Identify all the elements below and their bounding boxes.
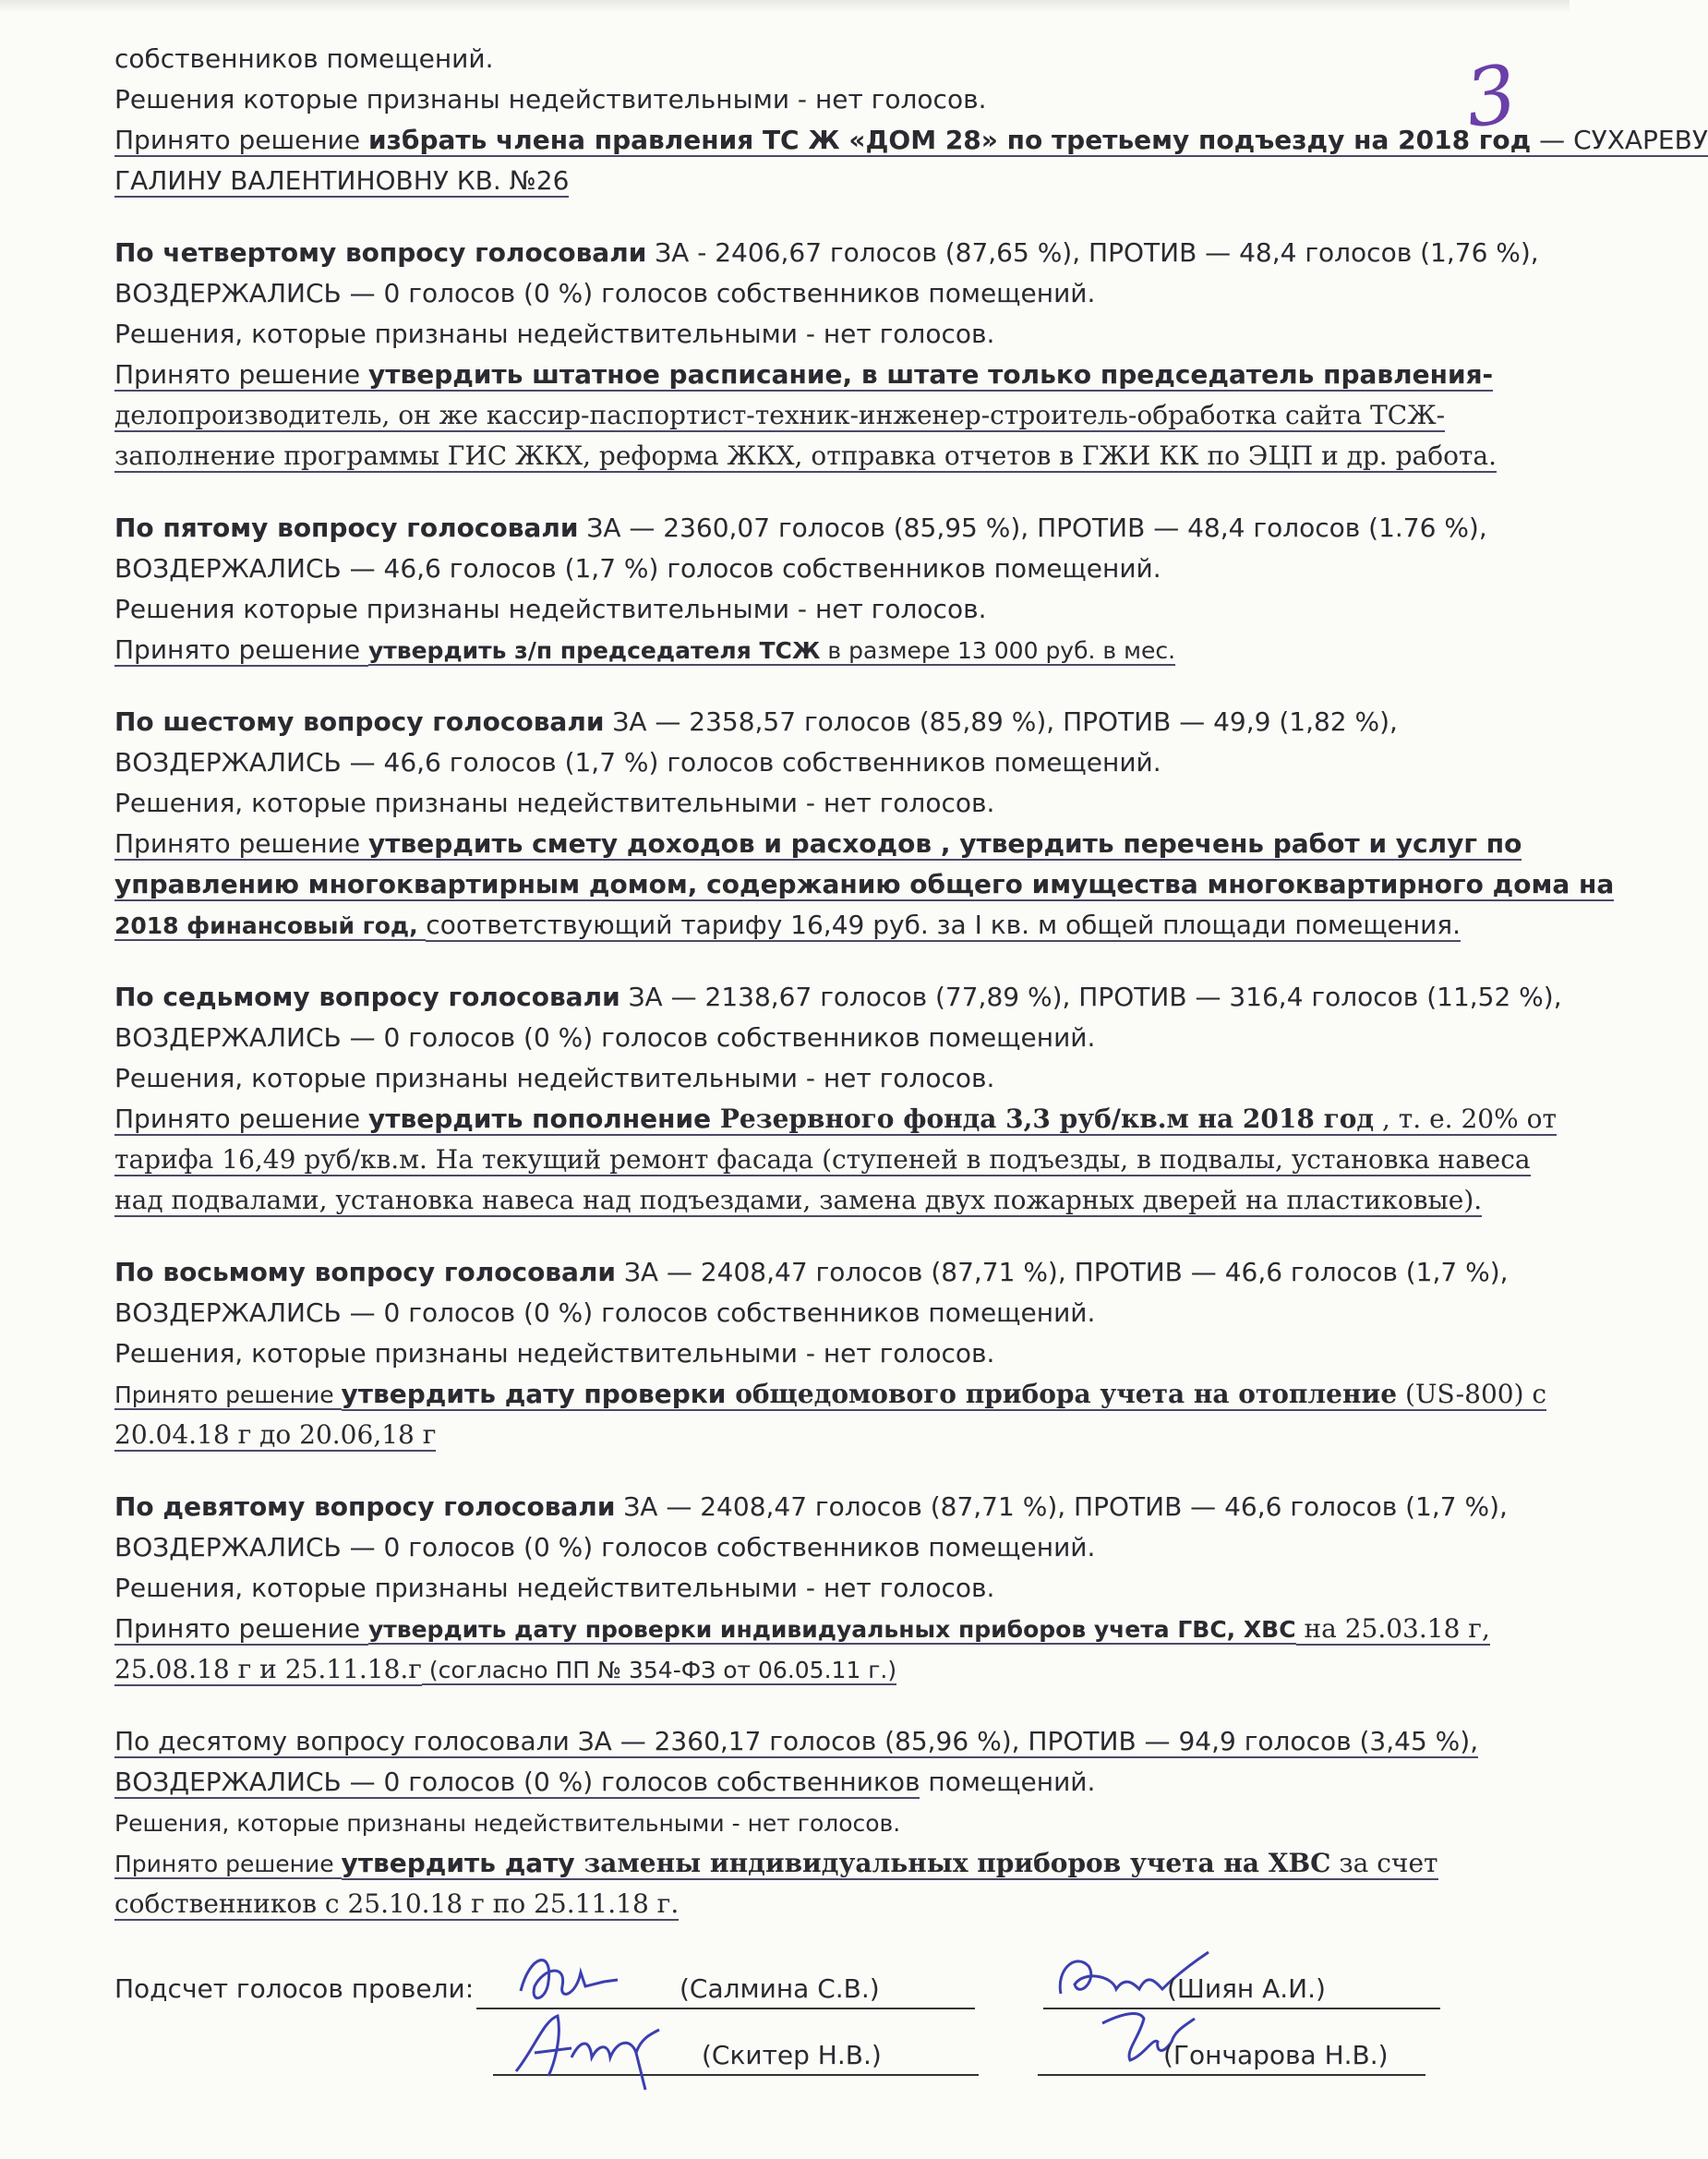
text-run: Решения которые признаны недействительными - нет голосов. xyxy=(114,84,987,115)
text-run: собственников помещений. xyxy=(114,43,494,74)
text-run: Решения, которые признаны недействительными - нет голосов. xyxy=(114,1338,995,1369)
text-line xyxy=(114,1415,1481,1455)
text-line xyxy=(114,508,1487,549)
text-run: над подвалами, установка навеса над подъездами, замена двух пожарных дверей на пластиковые). xyxy=(114,1185,1483,1215)
text-line xyxy=(114,1099,1557,1140)
text-run: утвердить смету доходов и расходов , утвердить перечень работ и услуг по xyxy=(368,828,1522,859)
text-line xyxy=(114,1018,1481,1058)
text-run: избрать члена правления ТС Ж «ДОМ 28» по третьему подъезду на 2018 год xyxy=(368,125,1532,155)
text-run: ЗА — 2408,47 голосов (87,71 %), ПРОТИВ — 46,6 голосов (1,7 %), xyxy=(615,1491,1508,1522)
text-run: По восьмому вопросу голосовали xyxy=(114,1257,617,1287)
text-line xyxy=(114,1721,1481,1762)
text-run: утвердить з/п председателя ТСЖ xyxy=(368,637,821,664)
text-run: ЗА - 2406,67 голосов (87,65 %), ПРОТИВ — 48,4 голосов (1,76 %), xyxy=(646,237,1539,268)
text-run: Принято решение xyxy=(114,828,368,859)
text-line xyxy=(114,783,1481,824)
text-run: ГАЛИНУ ВАЛЕНТИНОВНУ КВ. №26 xyxy=(114,165,570,196)
text-run: утвердить дату проверки индивидуальных приборов учета ГВС, ХВС xyxy=(368,1616,1296,1643)
text-line xyxy=(114,977,1562,1018)
text-line xyxy=(114,742,1481,783)
text-run: Решения, которые признаны недействительными - нет голосов. xyxy=(114,319,995,349)
text-run: утвердить штатное расписание, в штате только председатель правления- xyxy=(368,359,1494,390)
text-run: ВОЗДЕРЖАЛИСЬ — 46,6 голосов (1,7 %) голосов собственников помещений. xyxy=(114,553,1161,584)
text-line xyxy=(114,1843,1481,1884)
text-line xyxy=(114,436,1498,476)
text-run: Решения, которые признаны недействительными - нет голосов. xyxy=(114,1810,901,1837)
text-run: в размере 13 000 руб. в мес. xyxy=(820,637,1176,664)
text-line xyxy=(114,702,1481,742)
text-line xyxy=(114,1058,1481,1099)
text-run: на 25.03.18 г, xyxy=(1295,1613,1490,1644)
text-line xyxy=(114,1180,1481,1221)
text-run: управлению многоквартирным домом, содержанию общего имущества многоквартирного дома на xyxy=(114,869,1615,899)
text-run: Резервного фонда 3,3 руб/кв.м на 2018 год xyxy=(719,1104,1375,1134)
text-run: утвердить дату xyxy=(341,1848,584,1878)
signer-name-4: (Гончарова Н.В.) xyxy=(1163,2040,1389,2070)
text-run: за счет xyxy=(1330,1848,1438,1878)
text-run: (согласно ПП № 354-ФЗ от 06.05.11 г.) xyxy=(421,1657,897,1683)
text-run: ВОЗДЕРЖАЛИСЬ — 0 голосов (0 %) голосов собственников помещений. xyxy=(114,1297,1096,1328)
text-run: Принято решение xyxy=(114,1613,368,1644)
signature-row-1 xyxy=(114,1961,1481,2017)
text-line xyxy=(114,1293,1481,1333)
page-edge-shadow xyxy=(0,0,1570,13)
text-line xyxy=(114,395,1481,436)
signatures-block xyxy=(114,1961,1481,2100)
text-run: Принято решение xyxy=(114,634,368,665)
signer-name-2: (Шиян А.И.) xyxy=(1167,1973,1326,2004)
document-body xyxy=(114,39,1708,1924)
text-line xyxy=(114,864,1615,905)
text-run: ЗА — 2360,17 голосов (85,96 %), ПРОТИВ — 94,9 голосов (3,45 %), xyxy=(569,1726,1479,1756)
text-line xyxy=(114,1333,1481,1374)
handwritten-page-number: 3 xyxy=(1459,47,1523,147)
text-run: Решения, которые признаны недействительными - нет голосов. xyxy=(114,1573,995,1603)
text-run: По десятому вопросу голосовали xyxy=(114,1726,570,1756)
text-run: ВОЗДЕРЖАЛИСЬ — 0 голосов (0 %) голосов собственников помещений. xyxy=(114,1532,1096,1562)
text-run: ВОЗДЕРЖАЛИСЬ — 0 голосов (0 %) голосов собственников помещений. xyxy=(114,1022,1096,1053)
signer-name-1: (Салмина С.В.) xyxy=(680,1973,880,2004)
text-run: Принято решение xyxy=(114,125,368,155)
signature-row-2 xyxy=(114,2028,1481,2083)
text-run: собственников с 25.10.18 г по 25.11.18 г. xyxy=(114,1888,680,1919)
text-run: — СУХАРЕВУ xyxy=(1531,125,1708,155)
text-line xyxy=(114,79,1481,120)
text-run: заполнение программы ГИС ЖКХ, реформа ЖКХ, отправка отчетов в ГЖИ КК по ЭЦП и др. работа. xyxy=(114,440,1498,471)
text-run: 2018 финансовый год, xyxy=(114,912,427,939)
text-line xyxy=(114,824,1522,864)
text-run: По седьмому вопросу голосовали xyxy=(114,982,620,1012)
text-run: ВОЗДЕРЖАЛИСЬ — 46,6 голосов (1,7 %) голосов собственников помещений. xyxy=(114,747,1161,778)
text-line xyxy=(114,549,1481,589)
signatures-label: Подсчет голосов провели: xyxy=(114,1973,475,2004)
text-line xyxy=(114,1649,1481,1690)
text-line xyxy=(114,630,1481,670)
text-run: соответствующий тарифу 16,49 руб. за I кв. м общей площади помещения. xyxy=(426,910,1461,940)
text-run: Решения, которые признаны недействительными - нет голосов. xyxy=(114,1063,995,1093)
text-run: ЗА — 2138,67 голосов (77,89 %), ПРОТИВ — 316,4 голосов (11,52 %), xyxy=(619,982,1562,1012)
text-line xyxy=(114,1140,1531,1180)
text-line xyxy=(114,1803,1481,1843)
text-line xyxy=(114,39,1481,79)
text-run: тарифа 16,49 руб/кв.м. На текущий ремонт фасада (ступеней в подъезды, в подвалы, установка навеса xyxy=(114,1144,1531,1175)
text-run: По девятому вопросу голосовали xyxy=(114,1491,616,1522)
text-run: Решения которые признаны недействительными - нет голосов. xyxy=(114,594,987,624)
text-run: ЗА — 2358,57 голосов (85,89 %), ПРОТИВ — 49,9 (1,82 %), xyxy=(604,706,1398,737)
text-run: делопроизводитель, он же кассир-паспортист-техник-инженер-строитель-обработка сайта ТСЖ- xyxy=(114,400,1446,430)
text-run: ВОЗДЕРЖАЛИСЬ — 0 голосов (0 %) голосов собственников помещений. xyxy=(114,278,1096,308)
text-line xyxy=(114,161,1481,201)
text-run: помещений. xyxy=(920,1767,1096,1797)
text-run: общедомового прибора учета на отопление xyxy=(735,1379,1398,1409)
text-line xyxy=(114,1487,1508,1527)
text-run: По четвертому вопросу голосовали xyxy=(114,237,647,268)
text-run: 20.04.18 г до 20.06,18 г xyxy=(114,1419,437,1450)
text-line xyxy=(114,120,1708,161)
text-run: Решения, которые признаны недействительными - нет голосов. xyxy=(114,788,995,818)
text-line xyxy=(114,1884,1481,1924)
text-line xyxy=(114,314,1481,355)
text-line xyxy=(114,1568,1481,1609)
text-run: , т. е. 20% от xyxy=(1374,1104,1557,1134)
text-line xyxy=(114,905,1481,946)
text-run: утвердить пополнение xyxy=(368,1104,720,1134)
text-line xyxy=(114,1252,1509,1293)
text-run: утвердить дату проверки xyxy=(341,1379,736,1409)
text-line xyxy=(114,355,1494,395)
text-line xyxy=(114,1374,1547,1415)
text-line xyxy=(114,233,1539,273)
text-run: ЗА — 2360,07 голосов (85,95 %), ПРОТИВ — 48,4 голосов (1.76 %), xyxy=(578,513,1487,543)
text-line xyxy=(114,1609,1490,1649)
signer-name-3: (Скитер Н.В.) xyxy=(702,2040,882,2070)
text-line xyxy=(114,589,1481,630)
text-line xyxy=(114,1527,1481,1568)
text-line xyxy=(114,1762,1481,1803)
text-run: Принято решение xyxy=(114,1104,368,1134)
text-run: (US-800) с xyxy=(1397,1379,1547,1409)
text-run: Принято решение xyxy=(114,1381,342,1408)
text-run: По пятому вопросу голосовали xyxy=(114,513,579,543)
text-run: Принято решение xyxy=(114,359,368,390)
text-run: ВОЗДЕРЖАЛИСЬ — 0 голосов (0 %) голосов собственников xyxy=(114,1767,920,1797)
text-line xyxy=(114,273,1481,314)
text-run: замены индивидуальных приборов учета на ХВС xyxy=(583,1848,1331,1878)
signature-skiter xyxy=(507,2002,664,2094)
text-run: Принято решение xyxy=(114,1851,342,1877)
text-run: 25.08.18 г и 25.11.18.г xyxy=(114,1654,422,1684)
text-run: По шестому вопросу голосовали xyxy=(114,706,605,737)
text-run: ЗА — 2408,47 голосов (87,71 %), ПРОТИВ — 46,6 голосов (1,7 %), xyxy=(616,1257,1509,1287)
